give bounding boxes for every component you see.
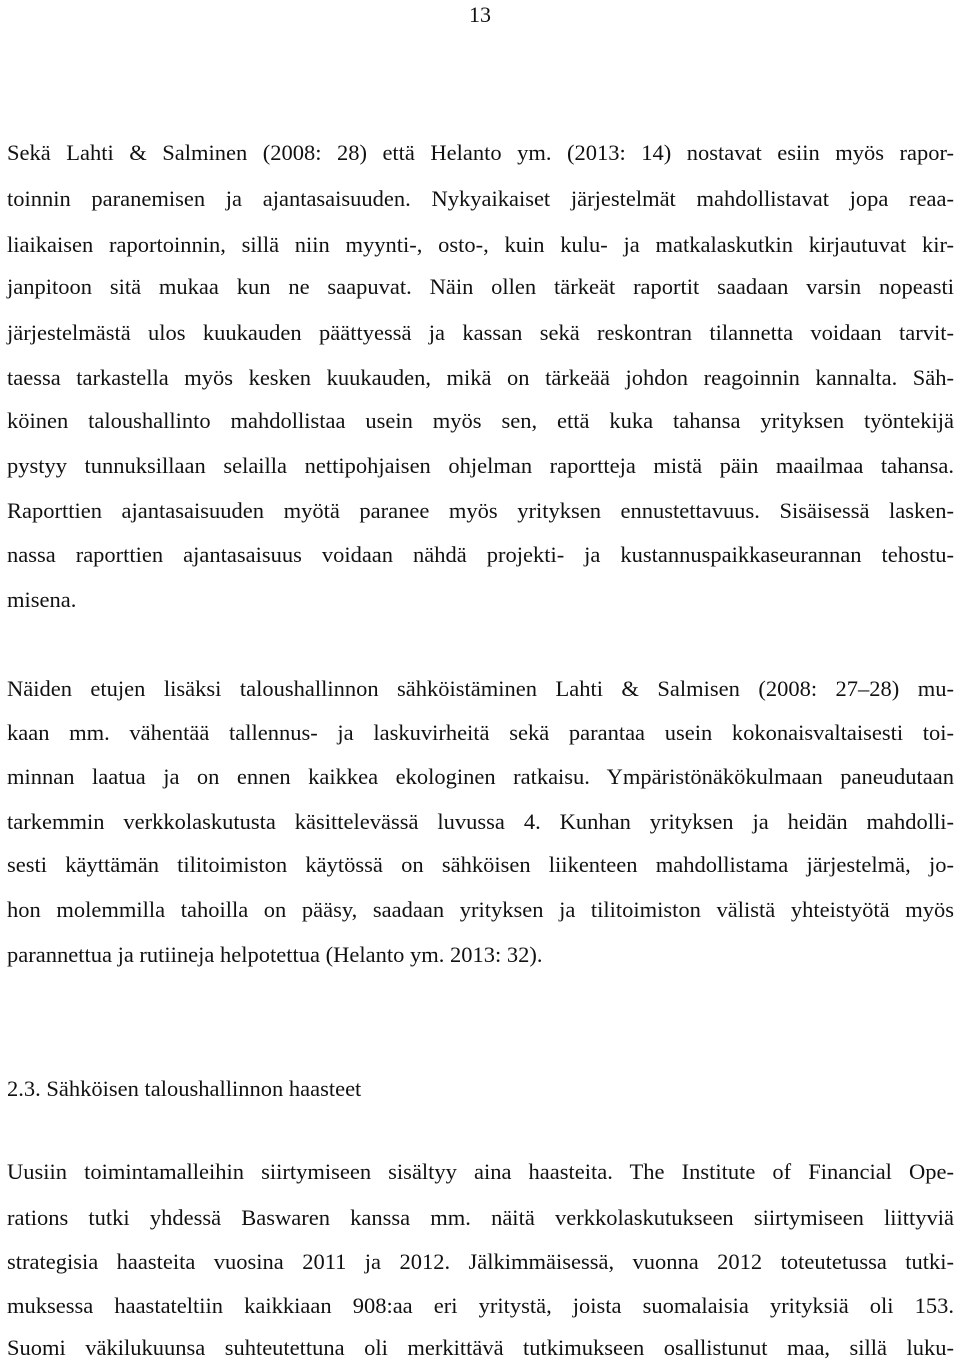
- text-line: Suomi väkilukuunsa suhteutettuna oli merkittävä tutkimukseen osallistunut maa, sillä luku-: [7, 1335, 954, 1360]
- text-line: janpitoon sitä mukaa kun ne saapuvat. Näin ollen tärkeät raportit saadaan varsin nopeasti: [7, 274, 954, 299]
- text-line: kaan mm. vähentää tallennus- ja laskuvirheitä sekä parantaa usein kokonaisvaltaisesti toi-: [7, 720, 954, 745]
- text-line: Sekä Lahti & Salminen (2008: 28) että Helanto ym. (2013: 14) nostavat esiin myös rapor-: [7, 140, 954, 165]
- text-line: Näiden etujen lisäksi taloushallinnon sähköistäminen Lahti & Salmisen (2008: 27–28) mu-: [7, 676, 954, 701]
- text-line: pystyy tunnuksillaan selailla nettipohjaisen ohjelman raportteja mistä päin maailmaa tahansa.: [7, 453, 954, 478]
- text-line: minnan laatua ja on ennen kaikkea ekologinen ratkaisu. Ympäristönäkökulmaan paneudutaan: [7, 764, 954, 789]
- section-heading: 2.3. Sähköisen taloushallinnon haasteet: [7, 1076, 362, 1101]
- text-line: rations tutki yhdessä Baswaren kanssa mm. näitä verkkolaskutukseen siirtymiseen liittyviä: [7, 1205, 954, 1230]
- text-line: köinen taloushallinto mahdollistaa usein myös sen, että kuka tahansa yrityksen työntekijä: [7, 408, 954, 433]
- text-line: misena.: [7, 587, 77, 612]
- text-line: nassa raporttien ajantasaisuus voidaan nähdä projekti- ja kustannuspaikkaseurannan tehostu-: [7, 542, 954, 567]
- text-line: sesti käyttämän tilitoimiston käytössä on sähköisen liikenteen mahdollistama järjestelmä, jo-: [7, 852, 954, 877]
- text-line: taessa tarkastella myös kesken kuukauden, mikä on tärkeää johdon reagoinnin kannalta. Säh-: [7, 365, 954, 390]
- text-line: järjestelmästä ulos kuukauden päättyessä ja kassan sekä reskontran tilannetta voidaan tarvit-: [7, 320, 954, 345]
- text-line: hon molemmilla tahoilla on pääsy, saadaan yrityksen ja tilitoimiston välistä yhteistyötä myös: [7, 897, 954, 922]
- text-line: toinnin paranemisen ja ajantasaisuuden. Nykyaikaiset järjestelmät mahdollistavat jopa reaa-: [7, 186, 954, 211]
- page-number: 13: [469, 2, 491, 27]
- text-line: Uusiin toimintamalleihin siirtymiseen sisältyy aina haasteita. The Institute of Financial Ope-: [7, 1159, 954, 1184]
- text-line: liaikaisen raportoinnin, sillä niin myynti-, osto-, kuin kulu- ja matkalaskutkin kirjautuvat kir-: [7, 232, 954, 257]
- text-line: parannettua ja rutiineja helpotettua (Helanto ym. 2013: 32).: [7, 942, 543, 967]
- text-line: tarkemmin verkkolaskutusta käsittelevässä luvussa 4. Kunhan yrityksen ja heidän mahdolli-: [7, 809, 954, 834]
- text-line: muksessa haastateltiin kaikkiaan 908:aa eri yritystä, joista suomalaisia yrityksiä oli 153.: [7, 1293, 954, 1318]
- text-line: Raporttien ajantasaisuuden myötä paranee myös yrityksen ennustettavuus. Sisäisessä lasken-: [7, 498, 954, 523]
- text-line: strategisia haasteita vuosina 2011 ja 2012. Jälkimmäisessä, vuonna 2012 toteutetussa tutki-: [7, 1249, 954, 1274]
